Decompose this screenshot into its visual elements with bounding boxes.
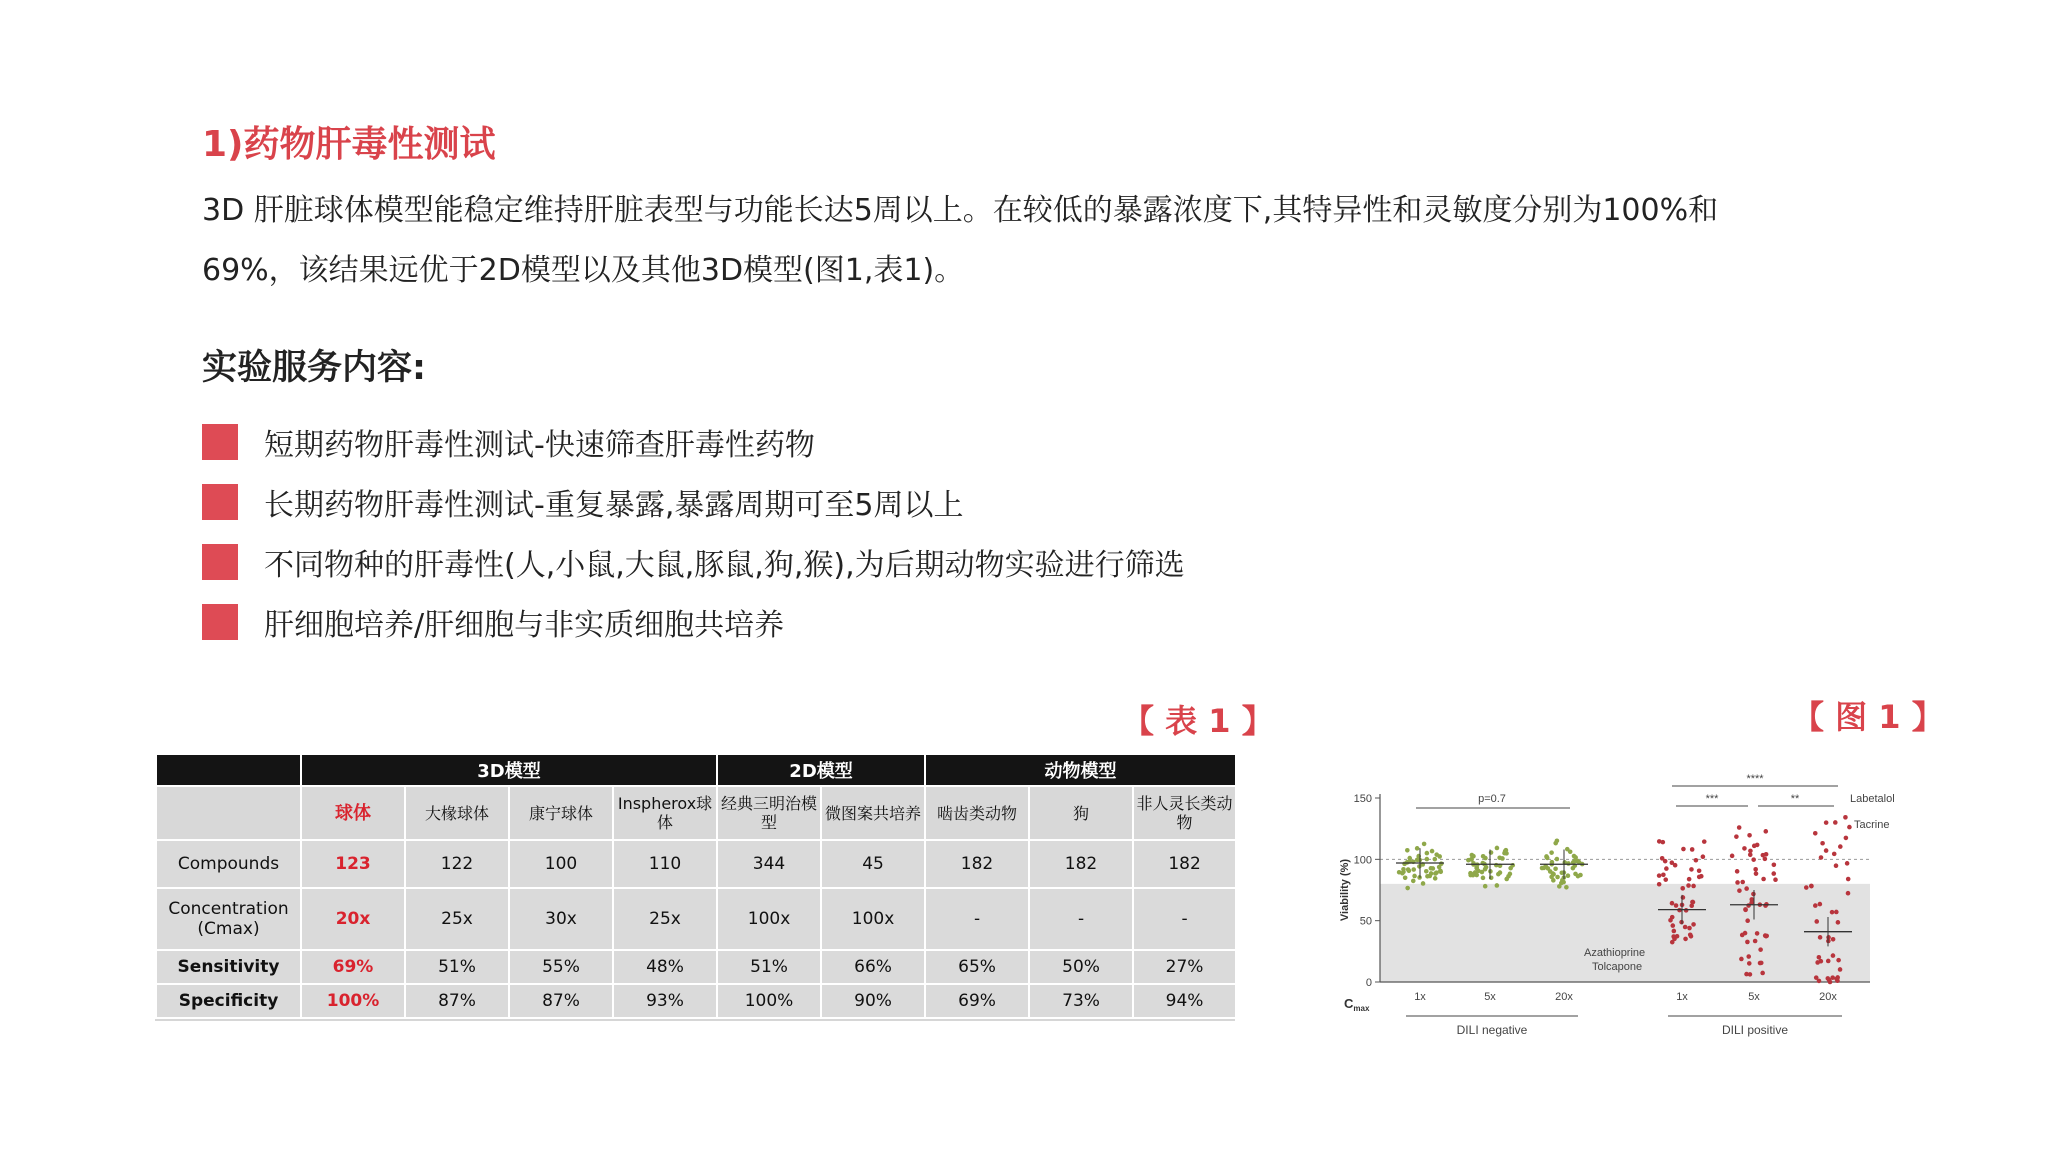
service-item	[202, 422, 815, 462]
data-point-dili-negative	[1470, 853, 1475, 858]
x-tick-label: 20x	[1819, 991, 1837, 1003]
data-point-dili-positive	[1739, 957, 1744, 962]
data-point-dili-positive	[1745, 918, 1750, 923]
data-point-dili-negative	[1474, 865, 1479, 870]
table-cell: 87%	[405, 984, 509, 1018]
data-point-dili-negative	[1566, 873, 1571, 878]
x-tick-label: 1x	[1676, 991, 1688, 1003]
data-point-dili-positive	[1753, 867, 1758, 872]
data-point-dili-negative	[1400, 871, 1405, 876]
data-point-dili-negative	[1553, 867, 1558, 872]
data-point-dili-positive	[1847, 825, 1852, 830]
data-point-dili-negative	[1495, 846, 1500, 851]
data-point-dili-positive	[1663, 877, 1668, 882]
data-point-dili-positive	[1744, 972, 1749, 977]
data-point-dili-positive	[1734, 834, 1739, 839]
data-point-dili-positive	[1744, 886, 1749, 891]
y-tick-label: 50	[1359, 915, 1372, 928]
data-point-dili-positive	[1664, 866, 1669, 871]
table-cell: 66%	[821, 950, 925, 984]
data-point-dili-positive	[1845, 861, 1850, 866]
data-point-dili-positive	[1691, 922, 1696, 927]
square-bullet-icon	[202, 604, 238, 640]
data-point-dili-negative	[1406, 867, 1411, 872]
data-point-dili-positive	[1754, 871, 1759, 876]
labetalol-label: Labetalol	[1850, 793, 1895, 805]
data-point-dili-negative	[1405, 848, 1410, 853]
data-point-dili-positive	[1697, 868, 1702, 873]
tacrine-label: Tacrine	[1854, 819, 1890, 831]
table-cell: 100%	[301, 984, 405, 1018]
data-point-dili-positive	[1683, 937, 1688, 942]
data-point-dili-positive	[1824, 820, 1829, 825]
data-point-dili-positive	[1689, 867, 1694, 872]
table-cell: 69%	[925, 984, 1029, 1018]
data-point-dili-positive	[1746, 903, 1751, 908]
data-point-dili-negative	[1434, 852, 1439, 857]
group-header-animal: 动物模型	[925, 754, 1236, 786]
data-point-dili-positive	[1818, 902, 1823, 907]
table-cell: 93%	[613, 984, 717, 1018]
data-point-dili-positive	[1824, 848, 1829, 853]
table-cell: 100x	[821, 888, 925, 950]
data-point-dili-positive	[1826, 959, 1831, 964]
comparison-table	[155, 753, 1237, 1019]
table-cell: 100	[509, 840, 613, 888]
data-point-dili-positive	[1819, 855, 1824, 860]
table-cell: 51%	[405, 950, 509, 984]
service-item-text: 长期药物肝毒性测试-重复暴露,暴露周期可至5周以上	[264, 488, 964, 523]
data-point-dili-negative	[1549, 875, 1554, 880]
data-point-dili-positive	[1752, 844, 1757, 849]
data-point-dili-positive	[1831, 937, 1836, 942]
data-point-dili-negative	[1555, 857, 1560, 862]
data-point-dili-negative	[1469, 857, 1474, 862]
tolcapone-label: Tolcapone	[1592, 961, 1643, 973]
data-point-dili-positive	[1763, 857, 1768, 862]
table-cell: 182	[1133, 840, 1236, 888]
service-item	[202, 602, 784, 642]
data-point-dili-positive	[1832, 852, 1837, 857]
data-point-dili-positive	[1843, 815, 1848, 820]
dili-positive-label: DILI positive	[1721, 1023, 1789, 1037]
table-cell: 55%	[509, 950, 613, 984]
data-point-dili-negative	[1433, 857, 1438, 862]
group-header-2d: 2D模型	[717, 754, 925, 786]
data-point-dili-negative	[1422, 842, 1427, 847]
data-point-dili-negative	[1412, 874, 1417, 879]
table-corner-cell	[156, 754, 301, 786]
data-point-dili-positive	[1743, 908, 1748, 913]
data-point-dili-positive	[1763, 829, 1768, 834]
table-cell: 20x	[301, 888, 405, 950]
data-point-dili-positive	[1670, 901, 1675, 906]
data-point-dili-negative	[1411, 867, 1416, 872]
data-point-dili-negative	[1480, 870, 1485, 875]
data-point-dili-negative	[1573, 859, 1578, 864]
data-point-dili-positive	[1751, 892, 1756, 897]
column-header: 康宁球体	[509, 786, 613, 840]
data-point-dili-positive	[1771, 871, 1776, 876]
data-point-dili-negative	[1433, 876, 1438, 881]
square-bullet-icon	[202, 544, 238, 580]
data-point-dili-positive	[1661, 840, 1666, 845]
data-point-dili-negative	[1555, 875, 1560, 880]
data-point-dili-positive	[1740, 933, 1745, 938]
column-header: 大椽球体	[405, 786, 509, 840]
data-point-dili-positive	[1844, 836, 1849, 841]
x-tick-label: 1x	[1414, 991, 1426, 1003]
table-cell: 73%	[1029, 984, 1133, 1018]
table-cell: 50%	[1029, 950, 1133, 984]
table-cell: 100x	[717, 888, 821, 950]
data-point-dili-positive	[1804, 885, 1809, 890]
data-point-dili-positive	[1730, 854, 1735, 859]
data-point-dili-positive	[1735, 880, 1740, 885]
data-point-dili-negative	[1437, 865, 1442, 870]
data-point-dili-positive	[1683, 925, 1688, 930]
row-label: Sensitivity	[156, 950, 301, 984]
column-header: 非人灵长类动物	[1133, 786, 1236, 840]
data-point-dili-positive	[1690, 847, 1695, 852]
data-point-dili-positive	[1687, 877, 1692, 882]
data-point-dili-positive	[1838, 844, 1843, 849]
data-point-dili-positive	[1830, 910, 1835, 915]
table-row	[156, 950, 1236, 984]
table-row	[156, 984, 1236, 1018]
data-point-dili-positive	[1846, 877, 1851, 882]
data-point-dili-positive	[1834, 863, 1839, 868]
data-point-dili-negative	[1427, 874, 1432, 879]
data-point-dili-positive	[1814, 919, 1819, 924]
data-point-dili-positive	[1680, 886, 1685, 891]
table-cell: 51%	[717, 950, 821, 984]
significance-label-1x-20x: ****	[1746, 773, 1764, 785]
data-point-dili-negative	[1425, 857, 1430, 862]
data-point-dili-negative	[1504, 877, 1509, 882]
data-point-dili-positive	[1828, 980, 1833, 985]
data-point-dili-positive	[1684, 908, 1689, 913]
table-cell: 110	[613, 840, 717, 888]
data-point-dili-positive	[1745, 940, 1750, 945]
data-point-dili-positive	[1817, 955, 1822, 960]
dili-negative-label: DILI negative	[1456, 1023, 1528, 1037]
table-column-header-row	[156, 786, 1236, 840]
data-point-dili-positive	[1836, 920, 1841, 925]
data-point-dili-positive	[1759, 961, 1764, 966]
data-point-dili-positive	[1681, 895, 1686, 900]
data-point-dili-positive	[1735, 869, 1740, 874]
table-cell: 69%	[301, 950, 405, 984]
data-point-dili-positive	[1813, 903, 1818, 908]
data-point-dili-negative	[1430, 849, 1435, 854]
data-point-dili-negative	[1564, 885, 1569, 890]
comparison-table-container	[155, 753, 1235, 1021]
intro-paragraph-line2: 69%，该结果远优于2D模型以及其他3D模型(图1,表1)。	[202, 253, 965, 288]
data-point-dili-negative	[1549, 850, 1554, 855]
data-point-dili-positive	[1818, 935, 1823, 940]
data-point-dili-negative	[1411, 879, 1416, 884]
data-point-dili-negative	[1403, 875, 1408, 880]
data-point-dili-positive	[1846, 891, 1851, 896]
data-point-dili-negative	[1424, 869, 1429, 874]
data-point-dili-negative	[1407, 856, 1412, 861]
column-header: 球体	[301, 786, 405, 840]
data-point-dili-positive	[1755, 931, 1760, 936]
cmax-label-main: C	[1344, 996, 1354, 1011]
table-cell: 344	[717, 840, 821, 888]
data-point-dili-positive	[1686, 883, 1691, 888]
table-cell: 25x	[613, 888, 717, 950]
data-point-dili-positive	[1819, 959, 1824, 964]
data-point-dili-positive	[1670, 915, 1675, 920]
table-cell: 65%	[925, 950, 1029, 984]
data-point-dili-positive	[1761, 877, 1766, 882]
table-cell: -	[925, 888, 1029, 950]
square-bullet-icon	[202, 484, 238, 520]
data-point-dili-positive	[1813, 831, 1818, 836]
section-title: 1)药物肝毒性测试	[202, 124, 496, 165]
data-point-dili-negative	[1495, 883, 1500, 888]
row-label: Compounds	[156, 840, 301, 888]
table-row	[156, 888, 1236, 950]
cmax-label	[1344, 996, 1370, 1013]
data-point-dili-positive	[1737, 825, 1742, 830]
y-tick-label: 100	[1353, 854, 1372, 867]
data-point-dili-positive	[1702, 839, 1707, 844]
services-heading: 实验服务内容:	[202, 348, 426, 388]
y-tick-label: 0	[1365, 977, 1372, 989]
data-point-dili-positive	[1674, 903, 1679, 908]
table-cell: 100%	[717, 984, 821, 1018]
data-point-dili-positive	[1701, 854, 1706, 859]
column-header: 啮齿类动物	[925, 786, 1029, 840]
data-point-dili-positive	[1760, 971, 1765, 976]
significance-label-5x-20x: **	[1790, 793, 1800, 805]
data-point-dili-negative	[1405, 886, 1410, 891]
table-group-header-row	[156, 754, 1236, 786]
data-point-dili-negative	[1545, 856, 1550, 861]
data-point-dili-negative	[1503, 849, 1508, 854]
data-point-dili-negative	[1421, 881, 1426, 886]
data-point-dili-positive	[1831, 953, 1836, 958]
data-point-dili-positive	[1670, 923, 1675, 928]
intro-paragraph-line1: 3D 肝脏球体模型能稳定维持肝脏表型与功能长达5周以上。在较低的暴露浓度下,其特异性和灵敏度分别为100%和	[202, 193, 1719, 228]
data-point-dili-positive	[1809, 884, 1814, 889]
service-item-text: 肝细胞培养/肝细胞与非实质细胞共培养	[264, 608, 785, 643]
service-item-text: 短期药物肝毒性测试-快速筛查肝毒性药物	[264, 428, 815, 463]
table-cell: 94%	[1133, 984, 1236, 1018]
data-point-dili-negative	[1429, 866, 1434, 871]
data-point-dili-positive	[1838, 967, 1843, 972]
cmax-label-sub: max	[1353, 1004, 1370, 1013]
data-point-dili-negative	[1434, 870, 1439, 875]
data-point-dili-positive	[1814, 975, 1819, 980]
table-cell: 122	[405, 840, 509, 888]
table-corner-cell	[156, 786, 301, 840]
viability-scatter-chart	[1310, 762, 1920, 1042]
data-point-dili-positive	[1687, 926, 1692, 931]
data-point-dili-negative	[1415, 846, 1420, 851]
x-axis-labels	[1414, 991, 1837, 1003]
data-point-dili-positive	[1660, 856, 1665, 861]
table-cell: -	[1133, 888, 1236, 950]
data-point-dili-positive	[1836, 958, 1841, 963]
service-item	[202, 482, 963, 522]
data-point-dili-negative	[1548, 869, 1553, 874]
column-header: 经典三明治模型	[717, 786, 821, 840]
data-point-dili-positive	[1764, 934, 1769, 939]
p-value-label: p=0.7	[1478, 793, 1506, 805]
data-point-dili-positive	[1681, 847, 1686, 852]
data-point-dili-positive	[1746, 954, 1751, 959]
table-caption: 【 表 1 】	[1122, 702, 1274, 740]
azathioprine-label: Azathioprine	[1584, 947, 1646, 959]
data-point-dili-negative	[1561, 880, 1566, 885]
data-point-dili-positive	[1691, 884, 1696, 889]
data-point-dili-positive	[1673, 863, 1678, 868]
data-point-dili-positive	[1740, 880, 1745, 885]
data-point-dili-positive	[1747, 961, 1752, 966]
figure-caption: 【 图 1 】	[1792, 698, 1944, 736]
column-header: Inspherox球体	[613, 786, 717, 840]
service-item	[202, 542, 1185, 582]
table-cell: -	[1029, 888, 1133, 950]
data-point-dili-positive	[1834, 910, 1839, 915]
group-header-3d: 3D模型	[301, 754, 717, 786]
data-point-dili-negative	[1481, 854, 1486, 859]
table-cell: 123	[301, 840, 405, 888]
square-bullet-icon	[202, 424, 238, 460]
x-tick-label: 5x	[1484, 991, 1496, 1003]
data-point-dili-negative	[1565, 847, 1570, 852]
y-tick-label: 150	[1353, 793, 1372, 805]
table-cell: 48%	[613, 950, 717, 984]
data-point-dili-negative	[1483, 884, 1488, 889]
data-point-dili-positive	[1694, 858, 1699, 863]
service-item-text: 不同物种的肝毒性(人,小鼠,大鼠,豚鼠,狗,猴),为后期动物实验进行筛选	[264, 548, 1185, 583]
data-point-dili-negative	[1496, 872, 1501, 877]
data-point-dili-positive	[1820, 841, 1825, 846]
data-point-dili-negative	[1471, 873, 1476, 878]
data-point-dili-positive	[1671, 934, 1676, 939]
column-header: 微图案共培养	[821, 786, 925, 840]
data-point-dili-negative	[1553, 841, 1558, 846]
data-point-dili-positive	[1672, 929, 1677, 934]
data-point-dili-negative	[1481, 876, 1486, 881]
table-cell: 182	[1029, 840, 1133, 888]
data-point-dili-positive	[1758, 947, 1763, 952]
data-point-dili-positive	[1742, 846, 1747, 851]
data-point-dili-negative	[1578, 873, 1583, 878]
data-point-dili-positive	[1697, 875, 1702, 880]
y-axis-label: Viability (%)	[1339, 858, 1351, 922]
x-tick-label: 5x	[1748, 991, 1760, 1003]
data-point-dili-positive	[1773, 877, 1778, 882]
significance-label-1x-5x: ***	[1705, 793, 1719, 805]
data-point-dili-positive	[1772, 862, 1777, 867]
data-point-dili-positive	[1748, 849, 1753, 854]
data-point-dili-negative	[1438, 869, 1443, 874]
x-tick-label: 20x	[1555, 991, 1573, 1003]
data-point-dili-positive	[1747, 833, 1752, 838]
data-point-dili-negative	[1566, 861, 1571, 866]
table-cell: 30x	[509, 888, 613, 950]
data-point-dili-negative	[1508, 866, 1513, 871]
column-header: 狗	[1029, 786, 1133, 840]
data-point-dili-negative	[1489, 850, 1494, 855]
data-point-dili-positive	[1833, 820, 1838, 825]
row-label: Specificity	[156, 984, 301, 1018]
data-point-dili-positive	[1657, 873, 1662, 878]
data-point-dili-positive	[1835, 978, 1840, 983]
table-cell: 25x	[405, 888, 509, 950]
data-point-dili-positive	[1657, 882, 1662, 887]
table-cell: 182	[925, 840, 1029, 888]
data-point-dili-positive	[1688, 932, 1693, 937]
data-point-dili-positive	[1753, 939, 1758, 944]
data-point-dili-positive	[1737, 888, 1742, 893]
table-cell: 27%	[1133, 950, 1236, 984]
data-point-dili-negative	[1497, 855, 1502, 860]
data-point-dili-negative	[1425, 851, 1430, 856]
table-cell: 90%	[821, 984, 925, 1018]
data-point-dili-negative	[1560, 870, 1565, 875]
data-point-dili-positive	[1691, 900, 1696, 905]
table-row	[156, 840, 1236, 888]
table-cell: 45	[821, 840, 925, 888]
data-point-dili-negative	[1571, 866, 1576, 871]
data-point-dili-negative	[1508, 872, 1513, 877]
data-point-dili-positive	[1751, 857, 1756, 862]
row-label: Concentration (Cmax)	[156, 888, 301, 950]
data-point-dili-positive	[1661, 872, 1666, 877]
table-cell: 87%	[509, 984, 613, 1018]
